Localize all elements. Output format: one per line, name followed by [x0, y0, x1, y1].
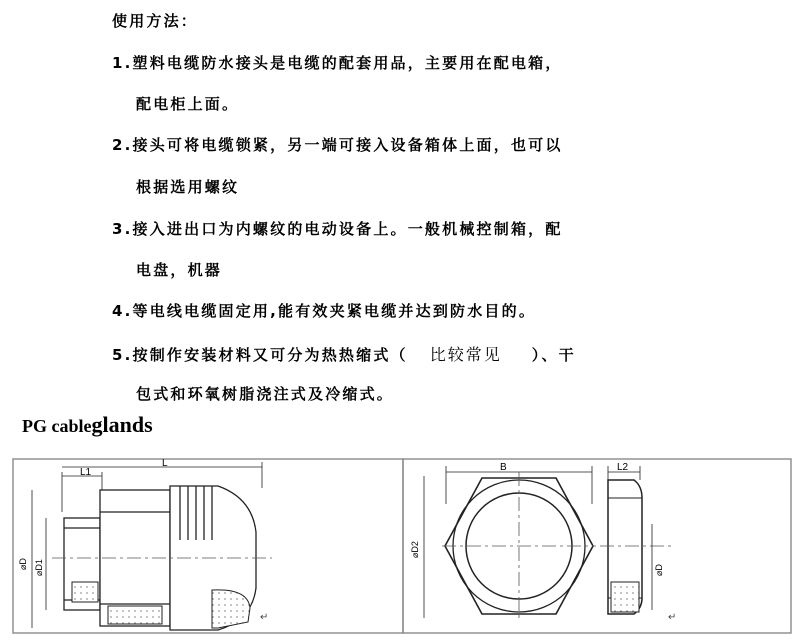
usage-item-4-line-1: 4.等电线电缆固定用,能有效夹紧电缆并达到防水目的。 — [112, 302, 537, 320]
drawing-svg — [12, 458, 794, 634]
usage-item-5-line-1 — [112, 342, 576, 365]
dim-label-d1: ⌀D1 — [34, 559, 44, 576]
dim-label-d: ⌀D — [18, 558, 28, 570]
subtitle-part-1: PG cable — [22, 416, 92, 436]
usage-item-5-line-2: 包式和环氧树脂浇注式及冷缩式。 — [136, 385, 395, 403]
nut-side-view — [600, 466, 672, 614]
dim-label-b: B — [500, 462, 507, 473]
hex-nut-front-view — [424, 466, 596, 620]
usage-item-2-line-1: 2.接头可将电缆锁紧，另一端可接入设备箱体上面，也可以 — [112, 136, 563, 154]
usage-item-3-line-1: 3.接入进出口为内螺纹的电动设备上。一般机械控制箱，配 — [112, 220, 563, 238]
dim-label-l1: L1 — [80, 467, 92, 478]
subtitle-part-2: glands — [91, 412, 153, 437]
usage-item-3-line-2: 电盘，机器 — [136, 261, 223, 279]
usage-item-1-line-1: 1.塑料电缆防水接头是电缆的配套用品，主要用在配电箱， — [112, 54, 563, 72]
return-mark-left: ↵ — [260, 612, 269, 623]
usage-item-5-suffix: ）、干 — [531, 346, 576, 364]
usage-item-5-middle: 比较常见 — [429, 345, 502, 364]
dim-label-d2: ⌀D2 — [410, 541, 420, 558]
cable-gland-drawing — [12, 458, 794, 634]
gland-side-view — [32, 462, 272, 630]
usage-item-5-prefix: 5.按制作安装材料又可分为热热缩式（ — [112, 346, 408, 364]
dim-label-d-right: ⌀D — [654, 564, 664, 576]
usage-heading: 使用方法： — [112, 12, 199, 30]
dim-label-l: L — [162, 458, 168, 469]
usage-item-1-line-2: 配电柜上面。 — [136, 95, 240, 113]
usage-item-2-line-2: 根据选用螺纹 — [136, 178, 240, 196]
return-mark-right: ↵ — [668, 612, 677, 623]
dim-label-l2: L2 — [617, 462, 629, 473]
section-subtitle — [22, 412, 153, 438]
